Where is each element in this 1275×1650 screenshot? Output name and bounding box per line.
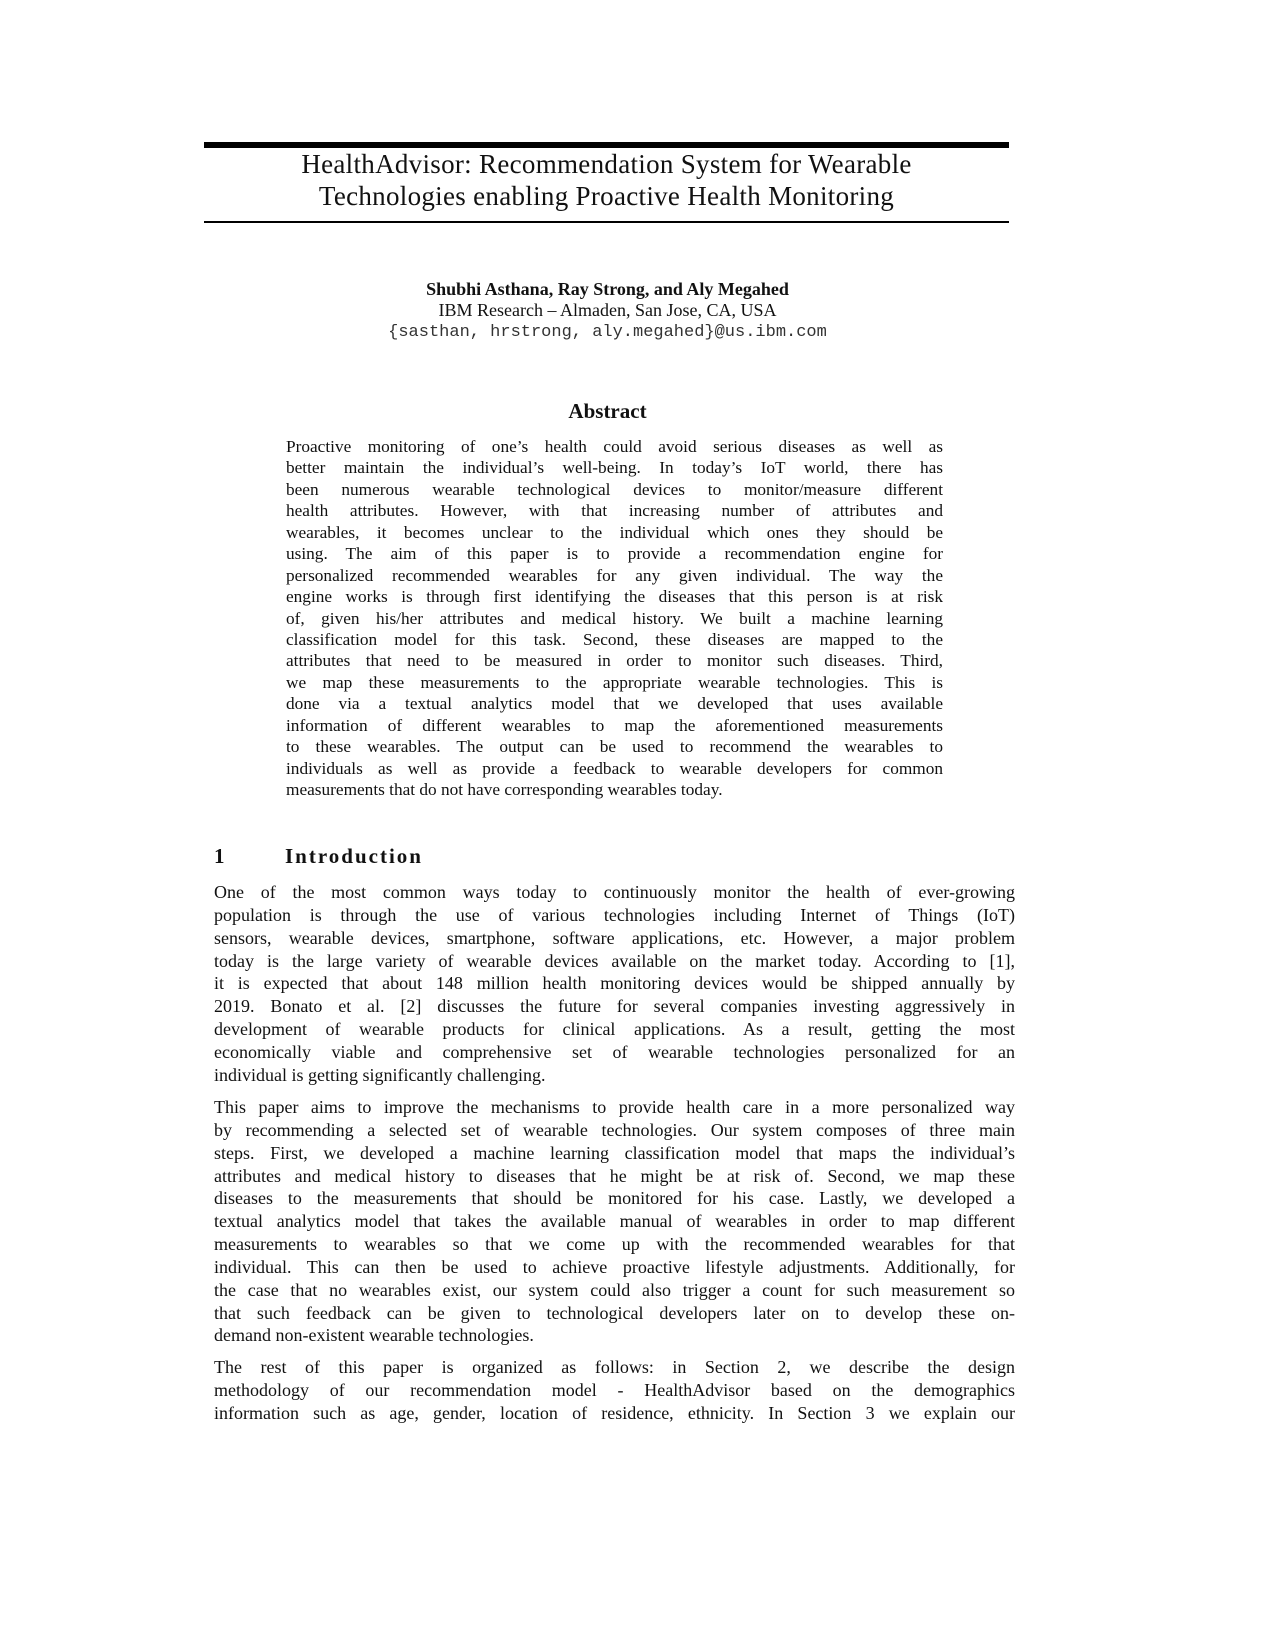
text-line: demand non-existent wearable technologies. (214, 1325, 534, 1346)
text-line: to these wearables. The output can be used to recommend the wearables to (286, 737, 943, 757)
text-line: information such as age, gender, location of residence, ethnicity. In Section 3 we explain our (214, 1402, 1015, 1423)
affiliation: IBM Research – Almaden, San Jose, CA, USA (438, 300, 777, 320)
text-line: 2019. Bonato et al. [2] discusses the future for several companies investing aggressively in (214, 996, 1015, 1017)
text-line: measurements that do not have corresponding wearables today. (286, 780, 723, 799)
text-line: One of the most common ways today to continuously monitor the health of ever-growing (214, 882, 1015, 902)
section-number: 1 (214, 844, 227, 868)
text-line: of, given his/her attributes and medical history. We built a machine learning (286, 608, 943, 628)
text-line: sensors, wearable devices, smartphone, software applications, etc. However, a major problem (214, 927, 1015, 948)
title-line-1: HealthAdvisor: Recommendation System for Wearable (301, 149, 912, 179)
text-line: it is expected that about 148 million health monitoring devices would be shipped annually by (214, 973, 1015, 994)
text-line: population is through the use of various technologies including Internet of Things (IoT) (214, 904, 1015, 925)
intro-paragraph-2 (214, 1096, 1015, 1347)
abstract-text (286, 436, 943, 800)
text-line: attributes and medical history to diseases that he might be at risk of. Second, we map these (214, 1165, 1015, 1186)
text-line: using. The aim of this paper is to provide a recommendation engine for (286, 544, 943, 564)
text-line: done via a textual analytics model that we developed that uses available (286, 694, 943, 714)
text-line: personalized recommended wearables for any given individual. The way the (286, 565, 943, 585)
text-line: Proactive monitoring of one’s health could avoid serious diseases as well as (286, 437, 943, 456)
text-line: individual is getting significantly challenging. (214, 1064, 546, 1085)
title-line-2: Technologies enabling Proactive Health Monitoring (318, 181, 895, 211)
text-line: the case that no wearables exist, our system could also trigger a count for such measurement so (214, 1279, 1015, 1300)
text-line: attributes that need to be measured in order to monitor such diseases. Third, (286, 651, 943, 671)
text-line: steps. First, we developed a machine learning classification model that maps the individual’s (214, 1142, 1015, 1163)
text-line: economically viable and comprehensive set of wearable technologies personalized for an (214, 1041, 1015, 1062)
section-title: Introduction (285, 844, 423, 868)
text-line: individual. This can then be used to achieve proactive lifestyle adjustments. Additionally, for (214, 1256, 1015, 1277)
text-line: development of wearable products for clinical applications. As a result, getting the most (214, 1019, 1015, 1040)
section-heading-introduction (214, 844, 423, 869)
authors: Shubhi Asthana, Ray Strong, and Aly Megahed (426, 279, 789, 299)
text-line: health attributes. However, with that increasing number of attributes and (286, 501, 943, 521)
text-line: individuals as well as provide a feedback to wearable developers for common (286, 758, 943, 778)
text-line: The rest of this paper is organized as follows: in Section 2, we describe the design (214, 1357, 1015, 1377)
text-line: measurements to wearables so that we come up with the recommended wearables for that (214, 1234, 1015, 1255)
abstract-heading: Abstract (568, 399, 647, 423)
text-line: better maintain the individual’s well-being. In today’s IoT world, there has (286, 458, 943, 478)
text-line: engine works is through first identifying the diseases that this person is at risk (286, 587, 943, 607)
title-bottom-rule (204, 221, 1009, 223)
text-line: textual analytics model that takes the available manual of wearables in order to map different (214, 1211, 1015, 1232)
text-line: that such feedback can be given to technological developers later on to develop these on- (214, 1302, 1015, 1323)
author-emails: {sasthan, hrstrong, aly.megahed}@us.ibm.com (388, 323, 827, 342)
text-line: information of different wearables to map the aforementioned measurements (286, 715, 943, 735)
text-line: by recommending a selected set of wearable technologies. Our system composes of three main (214, 1119, 1015, 1140)
text-line: diseases to the measurements that should be monitored for his case. Lastly, we developed a (214, 1188, 1015, 1209)
text-line: wearables, it becomes unclear to the individual which ones they should be (286, 522, 943, 542)
paper-title (204, 148, 1009, 212)
intro-paragraph-3 (214, 1356, 1015, 1425)
text-line: today is the large variety of wearable devices available on the market today. According to [1], (214, 950, 1015, 971)
text-line: we map these measurements to the appropriate wearable technologies. This is (286, 672, 943, 692)
text-line: methodology of our recommendation model - HealthAdvisor based on the demographics (214, 1379, 1015, 1400)
text-line: been numerous wearable technological devices to monitor/measure different (286, 479, 943, 499)
text-line: classification model for this task. Second, these diseases are mapped to the (286, 629, 943, 649)
intro-paragraph-1 (214, 881, 1015, 1087)
text-line: This paper aims to improve the mechanisms to provide health care in a more personalized way (214, 1097, 1015, 1117)
